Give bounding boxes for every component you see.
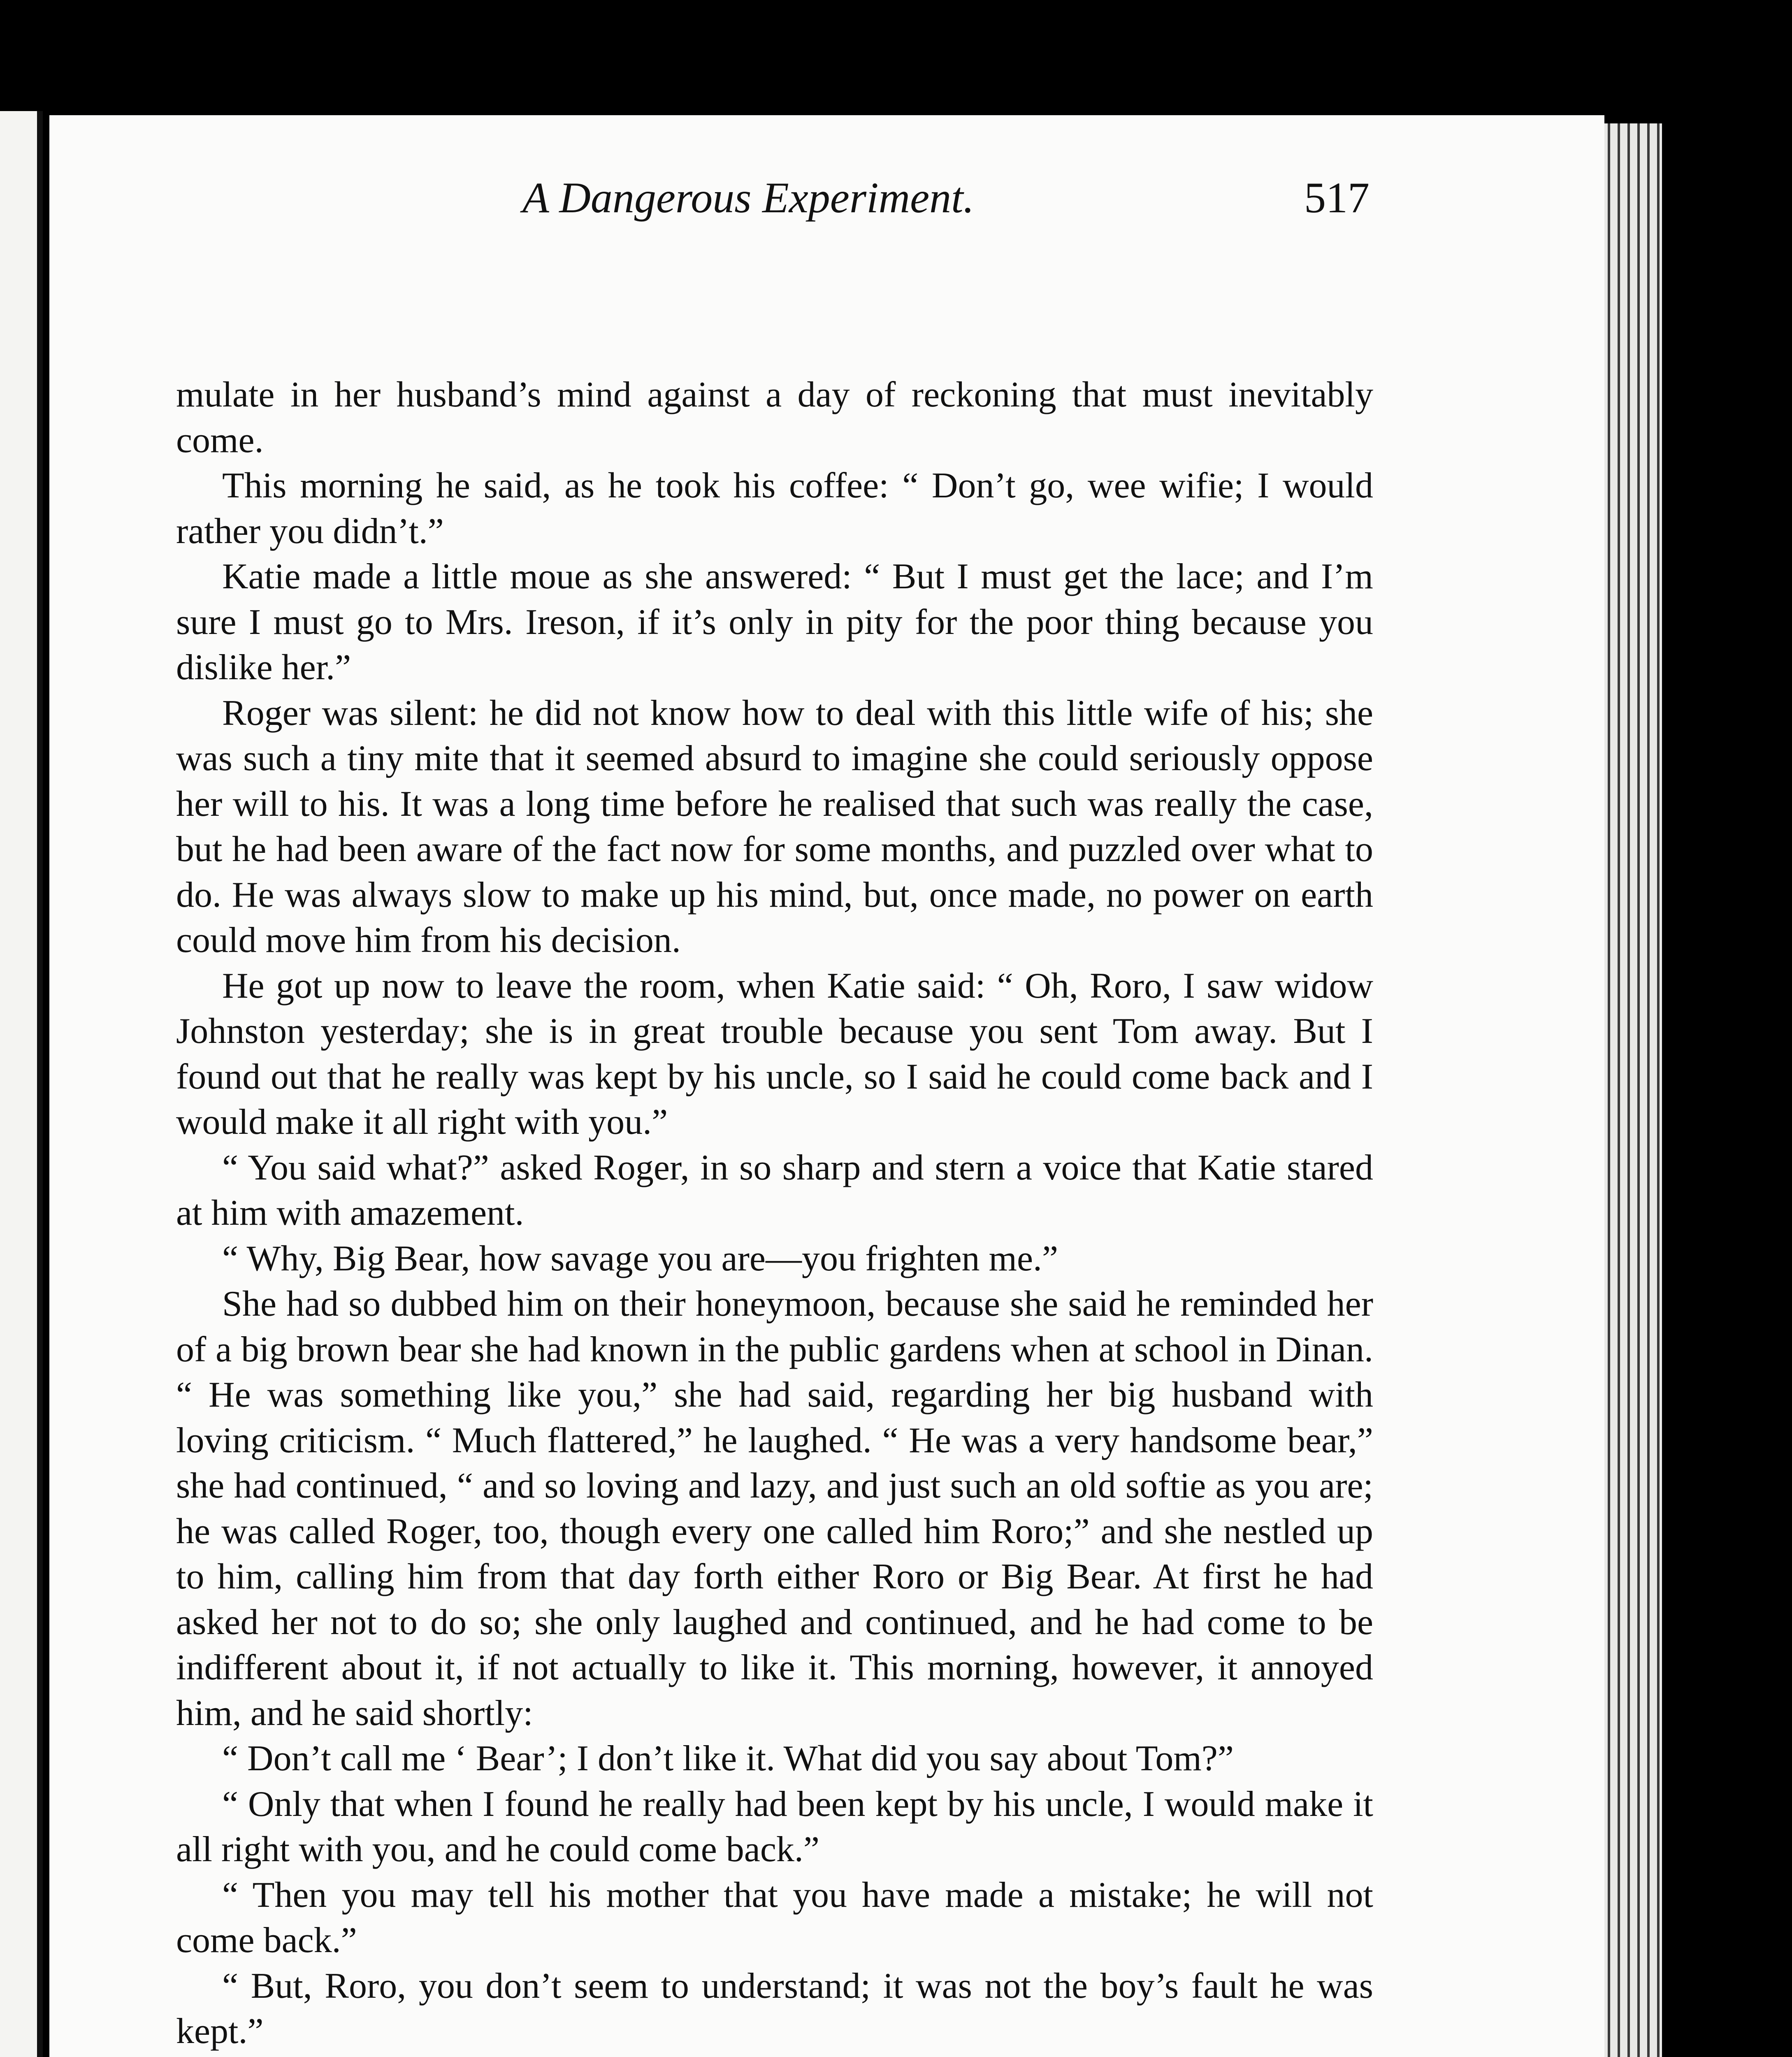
paragraph: “ Don’t call me ‘ Bear’; I don’t like it. What did you say about Tom?” (222, 1739, 1234, 1778)
page-stack-edges (1600, 123, 1662, 2057)
paragraph: This morning he said, as he took his coffee: “ Don’t go, wee wifie; I would rather you didn’t.” (176, 466, 1373, 551)
running-title: A Dangerous Experiment. (522, 174, 975, 222)
paragraph: “ But, Roro, you don’t seem to understand; it was not the boy’s fault he was kept.” (176, 1966, 1373, 2051)
paragraph: She had so dubbed him on their honeymoon, because she said he reminded her of a big brown bear she had known in the public gardens when at school in Dinan. “ He was something like you,” she had said, regarding her big husband with loving criticism. “ Much flattered,” he laughed. “ He was a very handsome bear,” she had continued, “ and so loving and lazy, and just such an old softie as you are; he was called Roger, too, though every one called him Roro;” and she nestled up to him, calling him from that day forth either Roro or Big Bear. At first he had asked her not to do so; she only laughed and continued, and he had come to be indifferent about it, if not actually to like it. This morning, however, it annoyed him, and he said shortly: (176, 1284, 1373, 1733)
paragraph: “ Why, Big Bear, how savage you are—you frighten me.” (222, 1238, 1058, 1279)
page-number: 517 (1304, 174, 1370, 222)
paragraph: “ You said what?” asked Roger, in so sharp and stern a voice that Katie stared at him with amazement. (176, 1147, 1373, 1233)
paragraph: Roger was silent: he did not know how to deal with this little wife of his; she was such a tiny mite that it seemed absurd to imagine she could seriously oppose her will to his. It was a long time before he realised that such was really the case, but he had been aware of the fact now for some months, and puzzled over what to do. He was always slow to make up his mind, but, once made, no power on earth could move him from his decision. (176, 693, 1373, 960)
paragraph: “ Then you may tell his mother that you have made a mistake; he will not come back.” (176, 1875, 1373, 1960)
paragraph (176, 2055, 1373, 2057)
paragraph: Katie made a little moue as she answered: “ But I must get the lace; and I’m sure I must go to Mrs. Ireson, if it’s only in pity for the poor thing because you dislike her.” (176, 557, 1373, 687)
paragraph: He got up now to leave the room, when Katie said: “ Oh, Roro, I saw widow Johnston yesterday; she is in great trouble because you sent Tom away. But I found out that he really was kept by his uncle, so I said he could come back and I would make it all right with you.” (176, 966, 1373, 1142)
paragraph: mulate in her husband’s mind against a day of reckoning that must inevitably come. (176, 375, 1373, 460)
paragraph: “ Only that when I found he really had been kept by his uncle, I would make it all right with you, and he could come back.” (176, 1784, 1373, 1869)
previous-page-edge (0, 111, 43, 2057)
body-text (176, 372, 1373, 2057)
